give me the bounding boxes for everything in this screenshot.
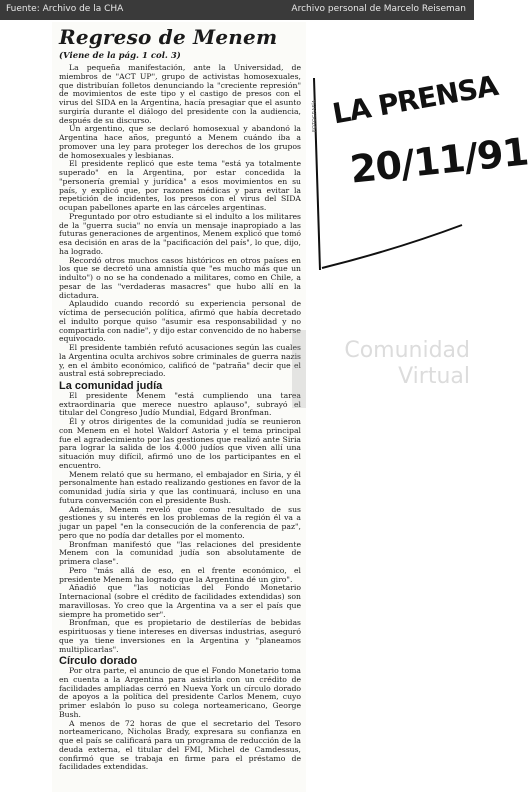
article-paragraph: A menos de 72 horas de que el secretario del Tesoro norteamericano, Nicholas Brady, expresara su confianza en que el país se calificará para un programa de reducción de la deuda externa, el titular del FMI, Michel de Camdessus, confirmó que se trabaja en firme para el préstamo de facilidades extendidas.: [59, 718, 301, 772]
article-paragraph: Añadió que "las noticias del Fondo Monetario Internacional (sobre el crédito de facilidades extendidas) son maravillosas. Yo creo que la Argentina va a ser el país que siempre ha prometido ser".: [59, 583, 301, 619]
article-paragraph: Bronfman, que es propietario de destilerías de bebidas espirituosas y tiene intereses en diversas industrias, aseguró que ya tiene inversiones en la Argentina y "planeamos multiplicarlas".: [59, 618, 301, 654]
article-paragraph: Pero "más allá de eso, en el frente económico, el presidente Menem ha logrado que la Argentina dé un giro".: [59, 565, 301, 584]
article-paragraph: Recordó otros muchos casos históricos en otros países en los que se decretó una amnistía que "es mucho más que un indulto") o no se ha condenado a militares, como en Chile, a pesar de las "verdaderas masacres" que hubo allí en la dictadura.: [59, 255, 301, 300]
article-paragraph: Aplaudido cuando recordó su experiencia personal de víctima de persecución política, afirmó que había decretado el indulto porque quiso "asumir esa responsabilidad y no compartirla con nadie", y dijo estar convencido de no haberse equivocado.: [59, 299, 301, 344]
handwritten-annotation: [300, 60, 530, 280]
article-paragraph: Bronfman manifestó que "las relaciones del presidente Menem con la comunidad judía son absolutamente de primera clase".: [59, 539, 301, 566]
article-paragraph: Preguntado por otro estudiante si el indulto a los militares de la "guerra sucia" no envía un mensaje inapropiado a las futuras generaciones de argentinos, Menem explicó que tomó esa decisión en aras de la "pacificación del país", lo que, dijo, ha logrado.: [59, 211, 301, 256]
watermark-text: Comunidad Virtual: [344, 338, 470, 389]
annotation-stamp: FOTOGRAFÍA: [312, 99, 318, 132]
newspaper-clipping: [52, 22, 306, 792]
article-paragraph: Él y otros dirigentes de la comunidad judía se reunieron con Menem en el hotel Waldorf Astoria y el tema principal fue el agradecimiento por las gestiones que realizó ante Siria para lograr la salida de los 4.000 judíos que viven allí una situación muy difícil, afirmó uno de los participantes en el encuentro.: [59, 417, 301, 470]
article-paragraph: La pequeña manifestación, ante la Universidad, de miembros de "ACT UP", grupo de activistas homosexuales, que distribuían folletos denunciando la "creciente represión" de movimientos de este tipo y el castigo de presos con el virus del SIDA en la Argentina, hacía presagiar que el asunto surgiría durante el diálogo del presidente con la audiencia, después de su discurso.: [59, 63, 301, 125]
section-heading: La comunidad judía: [59, 380, 163, 392]
article-body: [59, 64, 301, 772]
article-paragraph: El presidente también refutó acusaciones según las cuales la Argentina oculta archivos sobre criminales de guerra nazis y, en el ámbito económico, calificó de "patraña" decir que el austral está sobrepreciado.: [59, 343, 301, 379]
article-title: Regreso de Menem: [59, 25, 278, 49]
article-paragraph: El presidente replicó que este tema "está ya totalmente superado" en la Argentina, por estar concedida la "personería gremial y jurídica" a esos movimientos en su país, y explicó que, por razones médicas y para evitar la repetición de incidentes, los presos con el virus del SIDA ocupan pabellones aparte en las cárceles argentinas.: [59, 159, 301, 212]
article-paragraph: Menem relató que su hermano, el embajador en Siria, y él personalmente han estado realizando gestiones en favor de la comunidad judía siria y que las continuará, incluso en una futura conversación con el presidente Bush.: [59, 469, 301, 505]
annotation-date: 20/11/91: [348, 129, 530, 192]
annotation-newspaper-name: LA PRENSA: [330, 69, 500, 131]
article-continuation-note: (Viene de la pág. 1 col. 3): [59, 51, 181, 61]
archive-owner-label: Archivo personal de Marcelo Reiseman: [291, 4, 466, 14]
section-heading: Círculo dorado: [59, 655, 138, 668]
watermark-bar: [292, 330, 306, 408]
source-label: Fuente: Archivo de la CHA: [6, 4, 124, 14]
article-paragraph: Por otra parte, el anuncio de que el Fondo Monetario toma en cuenta a la Argentina para asistirla con un crédito de facilidades ampliadas cerró en Nueva York un círculo dorado de apoyos a la política del presidente Carlos Menem, cuyo primer eslabón lo puso su colega norteamericano, George Bush.: [59, 666, 301, 719]
article-paragraph: Además, Menem reveló que como resultado de sus gestiones y su interés en los problemas de la región él va a jugar un papel "en la consecución de la conferencia de paz", pero que no podía dar detalles por el momento.: [59, 504, 301, 540]
article-paragraph: El presidente Menem "está cumpliendo una tarea extraordinaria que merece nuestro aplauso", subrayó el titular del Congreso Judío Mundial, Edgard Bronfman.: [59, 390, 301, 418]
article-paragraph: Un argentino, que se declaró homosexual y abandonó la Argentina hace años, preguntó a Menem cuándo iba a promover una ley para proteger los derechos de los grupos de homosexuales y lesbianas.: [59, 124, 301, 160]
archive-header-bar: [0, 0, 474, 20]
